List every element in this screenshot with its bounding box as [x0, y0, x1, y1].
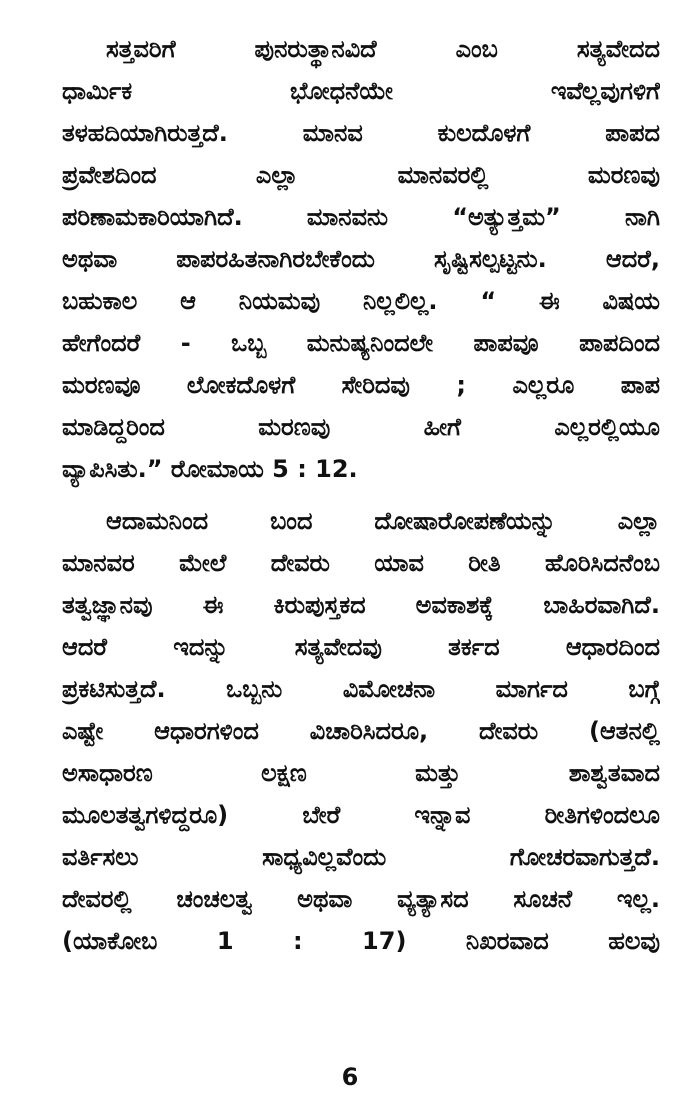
- text-line: ಎಷ್ಟೇ ಆಧಾರಗಳಿಂದ ವಿಚಾರಿಸಿದರೂ, ದೇವರು (ಆತನಲ್ಲಿ: [62, 717, 660, 745]
- text-line: ಮರಣವೂ ಲೋಕದೊಳಗೆ ಸೇರಿದವು ; ಎಲ್ಲರೂ ಪಾಪ: [62, 371, 660, 399]
- text-line: ಪರಿಣಾಮಕಾರಿಯಾಗಿದೆ. ಮಾನವನು “ಅತ್ಯುತ್ತಮ” ನಾಗಿ: [62, 203, 660, 231]
- text-line: (ಯಾಕೋಬ 1 : 17) ನಿಖರವಾದ ಹಲವು: [62, 927, 660, 955]
- text-line: ಸತ್ತವರಿಗೆ ಪುನರುತ್ಥಾನವಿದೆ ಎಂಬ ಸತ್ಯವೇದದ: [106, 35, 660, 63]
- text-line: ಹೇಗೆಂದರೆ - ಒಬ್ಬ ಮನುಷ್ಯನಿಂದಲೇ ಪಾಪವೂ ಪಾಪದಿಂದ: [62, 329, 660, 357]
- text-line: ಮಾನವರ ಮೇಲೆ ದೇವರು ಯಾವ ರೀತಿ ಹೊರಿಸಿದನೆಂಬ: [62, 549, 660, 577]
- text-line: ಪ್ರಕಟಿಸುತ್ತದೆ. ಒಬ್ಬನು ವಿಮೋಚನಾ ಮಾರ್ಗದ ಬಗ್ಗೆ: [62, 675, 660, 703]
- text-line: ಆದಾಮನಿಂದ ಬಂದ ದೋಷಾರೋಪಣೆಯನ್ನು ಎಲ್ಲಾ: [106, 507, 660, 535]
- text-line: ದೇವರಲ್ಲಿ ಚಂಚಲತ್ವ ಅಥವಾ ವ್ಯತ್ಯಾಸದ ಸೂಚನೆ ಇಲ್ಲ.: [62, 885, 660, 913]
- text-line: ವ್ಯಾಪಿಸಿತು.” ರೋಮಾಯ 5 : 12.: [62, 455, 358, 483]
- text-line: ವರ್ತಿಸಲು ಸಾಧ್ಯವಿಲ್ಲವೆಂದು ಗೋಚರವಾಗುತ್ತದೆ.: [62, 843, 660, 871]
- text-line: ತಳಹದಿಯಾಗಿರುತ್ತದೆ. ಮಾನವ ಕುಲದೊಳಗೆ ಪಾಪದ: [62, 119, 660, 147]
- paragraph-1: [62, 28, 660, 490]
- text-line: ಆದರೆ ಇದನ್ನು ಸತ್ಯವೇದವು ತರ್ಕದ ಆಧಾರದಿಂದ: [62, 633, 660, 661]
- text-line: ಮೂಲತತ್ವಗಳಿದ್ದರೂ) ಬೇರೆ ಇನ್ನಾವ ರೀತಿಗಳಿಂದಲೂ: [62, 801, 660, 829]
- text-line: ಧಾರ್ಮಿಕ ಭೋಧನೆಯೇ ಇವೆಲ್ಲವುಗಳಿಗೆ: [62, 77, 660, 105]
- text-line: ತತ್ವಜ್ಞಾನವು ಈ ಕಿರುಪುಸ್ತಕದ ಅವಕಾಶಕ್ಕೆ ಬಾಹಿರವಾಗಿದೆ.: [62, 591, 660, 619]
- text-line: ಬಹುಕಾಲ ಆ ನಿಯಮವು ನಿಲ್ಲಲಿಲ್ಲ. “ ಈ ವಿಷಯ: [62, 287, 660, 315]
- text-line: ಮಾಡಿದ್ದರಿಂದ ಮರಣವು ಹೀಗೆ ಎಲ್ಲರಲ್ಲಿಯೂ: [62, 413, 660, 441]
- page-number: 6: [341, 1063, 359, 1091]
- text-line: ಅಸಾಧಾರಣ ಲಕ್ಷಣ ಮತ್ತು ಶಾಶ್ವತವಾದ: [62, 759, 660, 787]
- paragraph-2: [62, 500, 660, 962]
- text-line: ಅಥವಾ ಪಾಪರಹಿತನಾಗಿರಬೇಕೆಂದು ಸೃಷ್ಟಿಸಲ್ಪಟ್ಟನು. ಆದರೆ,: [62, 245, 660, 273]
- text-line: ಪ್ರವೇಶದಿಂದ ಎಲ್ಲಾ ಮಾನವರಲ್ಲಿ ಮರಣವು: [62, 161, 660, 189]
